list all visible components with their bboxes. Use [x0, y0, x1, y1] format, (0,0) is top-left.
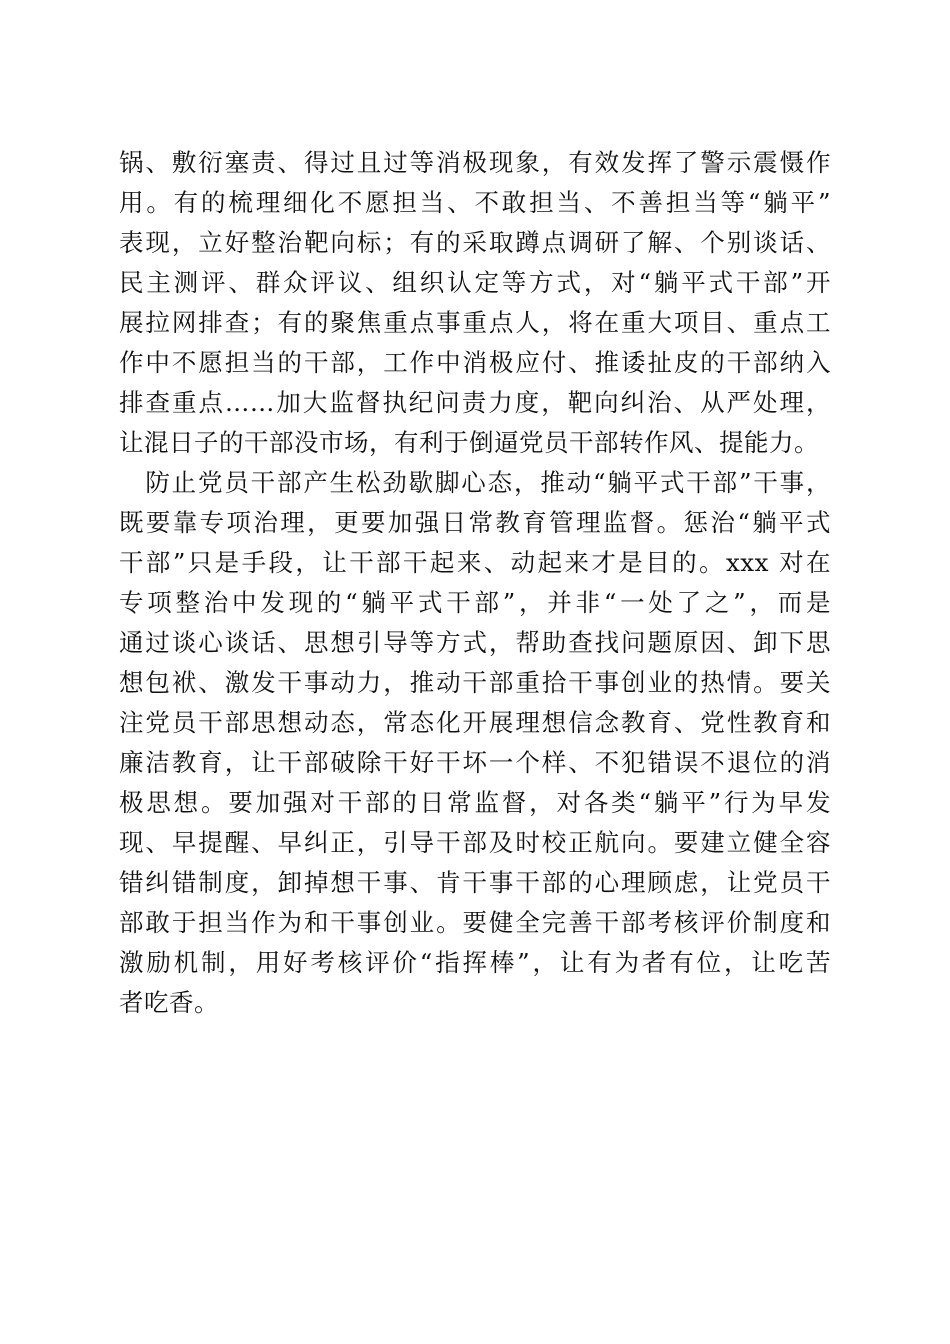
text-line: 用。有的梳理细化不愿担当、不敢担当、不善担当等“躺平”: [119, 188, 831, 217]
text-line: 现、早提醒、早纠正，引导干部及时校正航向。要建立健全容: [119, 828, 831, 857]
body-text: [119, 143, 831, 1023]
text-line: 展拉网排查；有的聚焦重点事重点人，将在重大项目、重点工: [119, 308, 831, 337]
text-line: 防止党员干部产生松劲歇脚心态，推动“躺平式干部”干事，: [119, 468, 831, 497]
text-line: 注党员干部思想动态，常态化开展理想信念教育、党性教育和: [119, 708, 831, 737]
paragraph-2: [119, 463, 831, 1023]
text-line: 专项整治中发现的“躺平式干部”，并非“一处了之”，而是: [119, 588, 831, 617]
text-line: 锅、敷衍塞责、得过且过等消极现象，有效发挥了警示震慑作: [119, 148, 831, 177]
text-line: 干部”只是手段，让干部干起来、动起来才是目的。xxx 对在: [119, 548, 831, 577]
text-line: 表现，立好整治靶向标；有的采取蹲点调研了解、个别谈话、: [119, 228, 831, 257]
text-line: 作中不愿担当的干部，工作中消极应付、推诿扯皮的干部纳入: [119, 348, 831, 377]
text-line: 让混日子的干部没市场，有利于倒逼党员干部转作风、提能力。: [119, 428, 819, 457]
text-line: 想包袱、激发干事动力，推动干部重拾干事创业的热情。要关: [119, 668, 831, 697]
text-line: 民主测评、群众评议、组织认定等方式，对“躺平式干部”开: [119, 268, 831, 297]
text-line: 排查重点……加大监督执纪问责力度，靶向纠治、从严处理，: [119, 388, 831, 417]
text-line: 既要靠专项治理，更要加强日常教育管理监督。惩治“躺平式: [119, 508, 831, 537]
text-line: 激励机制，用好考核评价“指挥棒”，让有为者有位，让吃苦: [119, 948, 831, 977]
text-line: 部敢于担当作为和干事创业。要健全完善干部考核评价制度和: [119, 908, 831, 937]
text-line: 廉洁教育，让干部破除干好干坏一个样、不犯错误不退位的消: [119, 748, 831, 777]
text-line: 者吃香。: [119, 988, 219, 1017]
text-line: 通过谈心谈话、思想引导等方式，帮助查找问题原因、卸下思: [119, 628, 831, 657]
text-line: 极思想。要加强对干部的日常监督，对各类“躺平”行为早发: [119, 788, 831, 817]
text-line: 错纠错制度，卸掉想干事、肯干事干部的心理顾虑，让党员干: [119, 868, 831, 897]
paragraph-1: [119, 143, 831, 463]
